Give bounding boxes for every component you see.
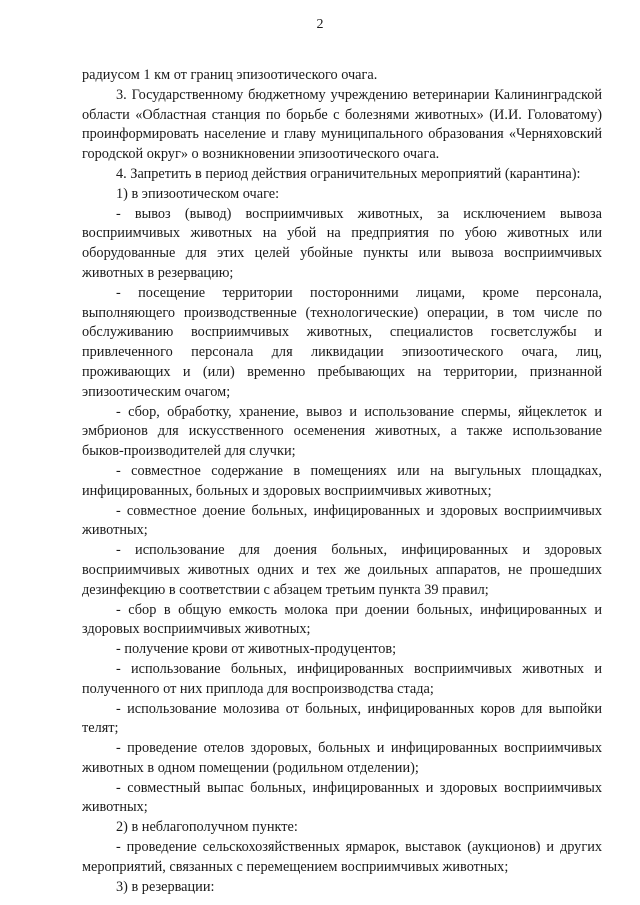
paragraph: 1) в эпизоотическом очаге:: [116, 185, 280, 202]
paragraph: - использование для доения больных, инфицированных и здоровых восприимчивых животных одних и тех же доильных аппаратов, не прошедших дезинфекцию в соответствии с абзацем третьим пункта 39 правил;: [82, 542, 602, 598]
paragraph: - проведение отелов здоровых, больных и инфицированных восприимчивых животных в одном помещении (родильном отделении);: [82, 740, 602, 776]
paragraph: радиусом 1 км от границ эпизоотического очага.: [82, 67, 378, 83]
paragraph: - получение крови от животных-продуцентов;: [116, 641, 397, 658]
paragraph: - использование молозива от больных, инфицированных коров для выпойки телят;: [82, 700, 602, 737]
document-body: [82, 66, 602, 897]
paragraph: - совместное содержание в помещениях или на выгульных площадках, инфицированных, больных и здоровых восприимчивых животных;: [82, 462, 602, 499]
paragraph: 4. Запретить в период действия ограничительных мероприятий (карантина):: [116, 165, 581, 182]
paragraph: - использование больных, инфицированных восприимчивых животных и полученного от них приплода для воспроизводства стада;: [82, 660, 602, 697]
paragraph: - посещение территории посторонними лицами, кроме персонала, выполняющего производственные (технологические) операции, в том числе по обслуживанию восприимчивых животных, специалистов госветслужбы и привлеченного персонала для ликвидации эпизоотического очага, лиц, проживающих и (или) временно пребывающих на территории, признанной эпизоотическим очагом;: [82, 284, 602, 400]
paragraph: 3) в резервации:: [116, 878, 215, 895]
paragraph: 3. Государственному бюджетному учреждению ветеринарии Калининградской области «Областная станция по борьбе с болезнями животных» (И.И. Головатому) проинформировать население и главу муниципального образования «Черняховский городской округ» о возникновении эпизоотического очага.: [82, 86, 602, 163]
paragraph: - сбор, обработку, хранение, вывоз и использование спермы, яйцеклеток и эмбрионов для искусственного осеменения животных, а также использование быков-производителей для случки;: [82, 403, 602, 460]
paragraph: - проведение сельскохозяйственных ярмарок, выставок (аукционов) и других мероприятий, связанных с перемещением восприимчивых животных;: [82, 839, 602, 875]
paragraph: - сбор в общую емкость молока при доении больных, инфицированных и здоровых восприимчивых животных;: [82, 601, 602, 638]
paragraph: - совместный выпас больных, инфицированных и здоровых восприимчивых животных;: [82, 779, 602, 816]
page-number: 2: [316, 17, 324, 32]
paragraph: - совместное доение больных, инфицированных и здоровых восприимчивых животных;: [82, 502, 602, 539]
paragraph: - вывоз (вывод) восприимчивых животных, за исключением вывоза восприимчивых животных на убой на предприятия по убою животных или оборудованные для этих целей убойные пункты или вывоза восприимчивых животных в резервацию;: [82, 205, 602, 281]
paragraph: 2) в неблагополучном пункте:: [116, 819, 298, 836]
